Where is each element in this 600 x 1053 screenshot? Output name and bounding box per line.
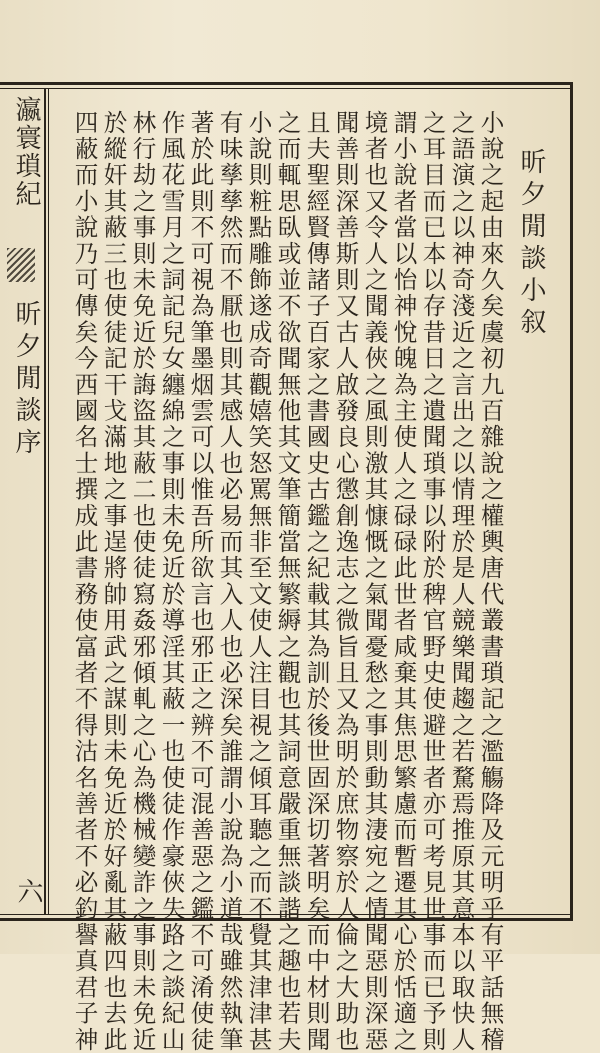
top-border-rule-inner [0,88,572,89]
text-column-4: 謂小說者當以怡神悅魄為主使人之碌碌此世者咸棄其焦思繁慮而暫遷其心於恬適之 [389,110,418,1053]
margin-divider-rule-2 [48,88,49,915]
text-column-1: 小說之起由來久矣虞初九百雜說之權輿唐代叢書瑣記之濫觴降及元明乎有平話無稽 [476,110,505,1053]
section-title: 昕夕閒談序 [11,300,41,460]
top-border-rule [0,82,572,85]
margin-divider-rule [44,88,46,915]
text-column-7: 且夫聖經賢傳諸子百家之書國史古鑑之紀載其為訓於後世固深切著明矣而中材則聞 [302,110,331,1053]
text-column-10: 有味孳孳然而不厭也則其感人也必易而其入人也必深矣誰謂小說為小道哉雖然執筆 [215,110,244,1053]
right-border-rule [570,82,573,921]
text-column-2: 之語演之以神奇淺近之言出之以情理於是人競樂聞趨之若騖焉推原其意本以取快人 [447,110,476,1053]
text-column-14: 於縱奸其蔽三也使徒記干戈滿地之事逞將帥用武之謀則未免近於好亂其蔽四也去此 [99,110,128,1053]
page-number: 六 [13,878,43,904]
text-column-6: 聞善則深善斯則又古人啟發良心懲創逸志之微旨且又為明於庶物察於人倫之大助也 [331,110,360,1053]
text-column-3: 之耳目而已本以存昔日之遺聞瑣事以附於稗官野史使避世者亦可考見世事而已予則 [418,110,447,1053]
text-column-15: 四蔽而小說乃可傳矣今西國名士撰成此書務使富者不得沽名善者不必釣譽真君子神 [70,110,99,1053]
text-column-5: 境者也又令人之聞義俠之風則激其慷慨之氣聞憂愁之事則動其淒宛之情聞惡則深惡 [360,110,389,1053]
text-column-8: 之而輒思臥或並不欲聞無他其文筆簡當無繁縟之觀也其詞意嚴重無談諧之趣也若夫 [273,110,302,1053]
text-column-9: 小說則粧點雕飾遂成奇觀嬉笑怒罵無非至文使人注目視之傾耳聽之而不覺其津津甚 [244,110,273,1053]
book-title: 瀛寰瑣紀 [11,96,41,208]
text-column-11: 著於此則不可視為筆墨烟雲可以惟吾所欲言也邪正之辨不可混善惡之鑑不可淆使徒 [186,110,215,1053]
text-heading: 昕夕閒談小叙 [516,148,546,340]
text-column-13: 林行劫之事則未免近於誨盜其蔽二也使徒寫姦邪傾軋之心為機械變詐之事則未免近 [128,110,157,1053]
text-column-12: 作風花雪月之詞記兒女纏綿之事則未免近於導淫其蔽一也使徒作豪俠失路之談紀山 [157,110,186,1053]
fishtail-ornament [7,248,35,282]
